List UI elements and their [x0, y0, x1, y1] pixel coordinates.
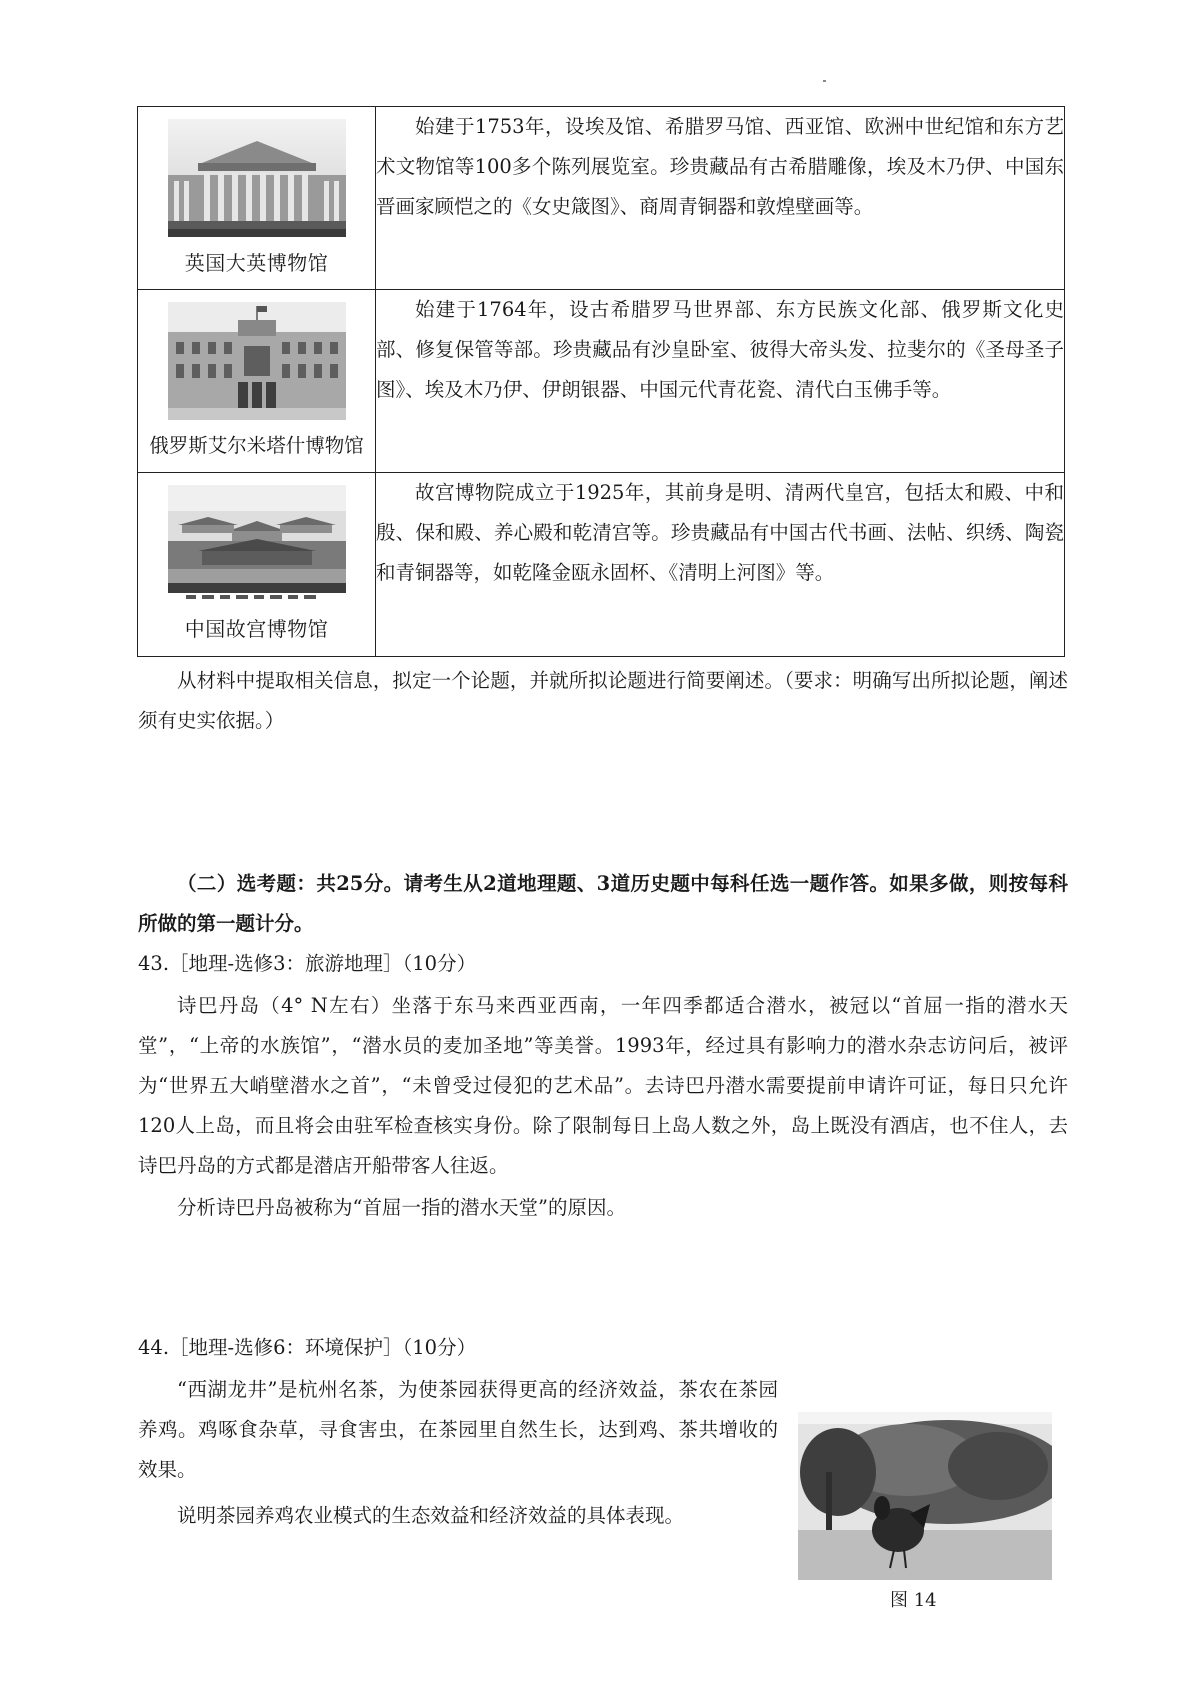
museum-name: 俄罗斯艾尔米塔什博物馆 [149, 434, 364, 457]
elective-section-intro: （二）选考题：共25分。请考生从2道地理题、3道历史题中每科任选一题作答。如果多做，则按每科所做的第一题计分。 [138, 872, 1068, 935]
museum-image-cell [138, 473, 376, 657]
question-42-prompt: 从材料中提取相关信息，拟定一个论题，并就所拟论题进行简要阐述。（要求：明确写出所拟论题，阐述须有史实依据。） [138, 669, 1068, 732]
museum-name: 中国故宫博物馆 [184, 617, 329, 641]
museum-image-cell [138, 290, 376, 473]
museum-description: 始建于1764年，设古希腊罗马世界部、东方民族文化部、俄罗斯文化史部、修复保管等部。珍贵藏品有沙皇卧室、彼得大帝头发、拉斐尔的《圣母圣子图》、埃及木乃伊、伊朗银器、中国元代青花瓷、清代白玉佛手等。 [376, 290, 1065, 473]
question-44-passage: “西湖龙井”是杭州名茶，为使茶园获得更高的经济效益，茶农在茶园养鸡。鸡啄食杂草，寻食害虫，在茶园里自然生长，达到鸡、茶共增收的效果。 [138, 1378, 778, 1481]
question-43-passage: 诗巴丹岛（4° N左右）坐落于东马来西亚西南，一年四季都适合潜水，被冠以“首屈一指的潜水天堂”，“上帝的水族馆”，“潜水员的麦加圣地”等美誉。1993年，经过具有影响力的潜水杂志访问后，被评为“世界五大峭壁潜水之首”，“未曾受过侵犯的艺术品”。去诗巴丹潜水需要提前申请许可证，每日只允许120人上岛，而且将会由驻军检查核实身份。除了限制每日上岛人数之外，岛上既没有酒店，也不住人，去诗巴丹岛的方式都是潜店开船带客人往返。 [138, 994, 1068, 1177]
stray-mark [823, 80, 826, 82]
table-row [138, 473, 1065, 657]
question-44-prompt: 说明茶园养鸡农业模式的生态效益和经济效益的具体表现。 [177, 1504, 685, 1527]
table-row [138, 290, 1065, 473]
question-43-title: 43.［地理-选修3：旅游地理］（10分） [138, 952, 477, 975]
figure-caption: 图 14 [890, 1590, 937, 1611]
table-row [138, 107, 1065, 290]
museum-description: 始建于1753年，设埃及馆、希腊罗马馆、西亚馆、欧洲中世纪馆和东方艺术文物馆等100多个陈列展览室。珍贵藏品有古希腊雕像，埃及木乃伊、中国东晋画家顾恺之的《女史箴图》、商周青铜器和敦煌壁画等。 [376, 107, 1065, 290]
museum-description: 故宫博物院成立于1925年，其前身是明、清两代皇宫，包括太和殿、中和殷、保和殿、养心殿和乾清宫等。珍贵藏品有中国古代书画、法帖、织绣、陶瓷和青铜器等，如乾隆金瓯永固杯、《清明上河图》等。 [376, 473, 1065, 657]
museum-photo-forbidden-city [168, 485, 346, 603]
question-44-title: 44.［地理-选修6：环境保护］（10分） [138, 1336, 477, 1359]
museum-photo-palace [168, 302, 346, 420]
question-43-prompt: 分析诗巴丹岛被称为“首屈一指的潜水天堂”的原因。 [177, 1196, 626, 1219]
chicken-in-tea-garden-photo [798, 1412, 1052, 1580]
museum-table [137, 106, 1065, 657]
museum-name: 英国大英博物馆 [184, 251, 329, 275]
museum-photo-classical-facade [168, 119, 346, 237]
museum-image-cell [138, 107, 376, 290]
